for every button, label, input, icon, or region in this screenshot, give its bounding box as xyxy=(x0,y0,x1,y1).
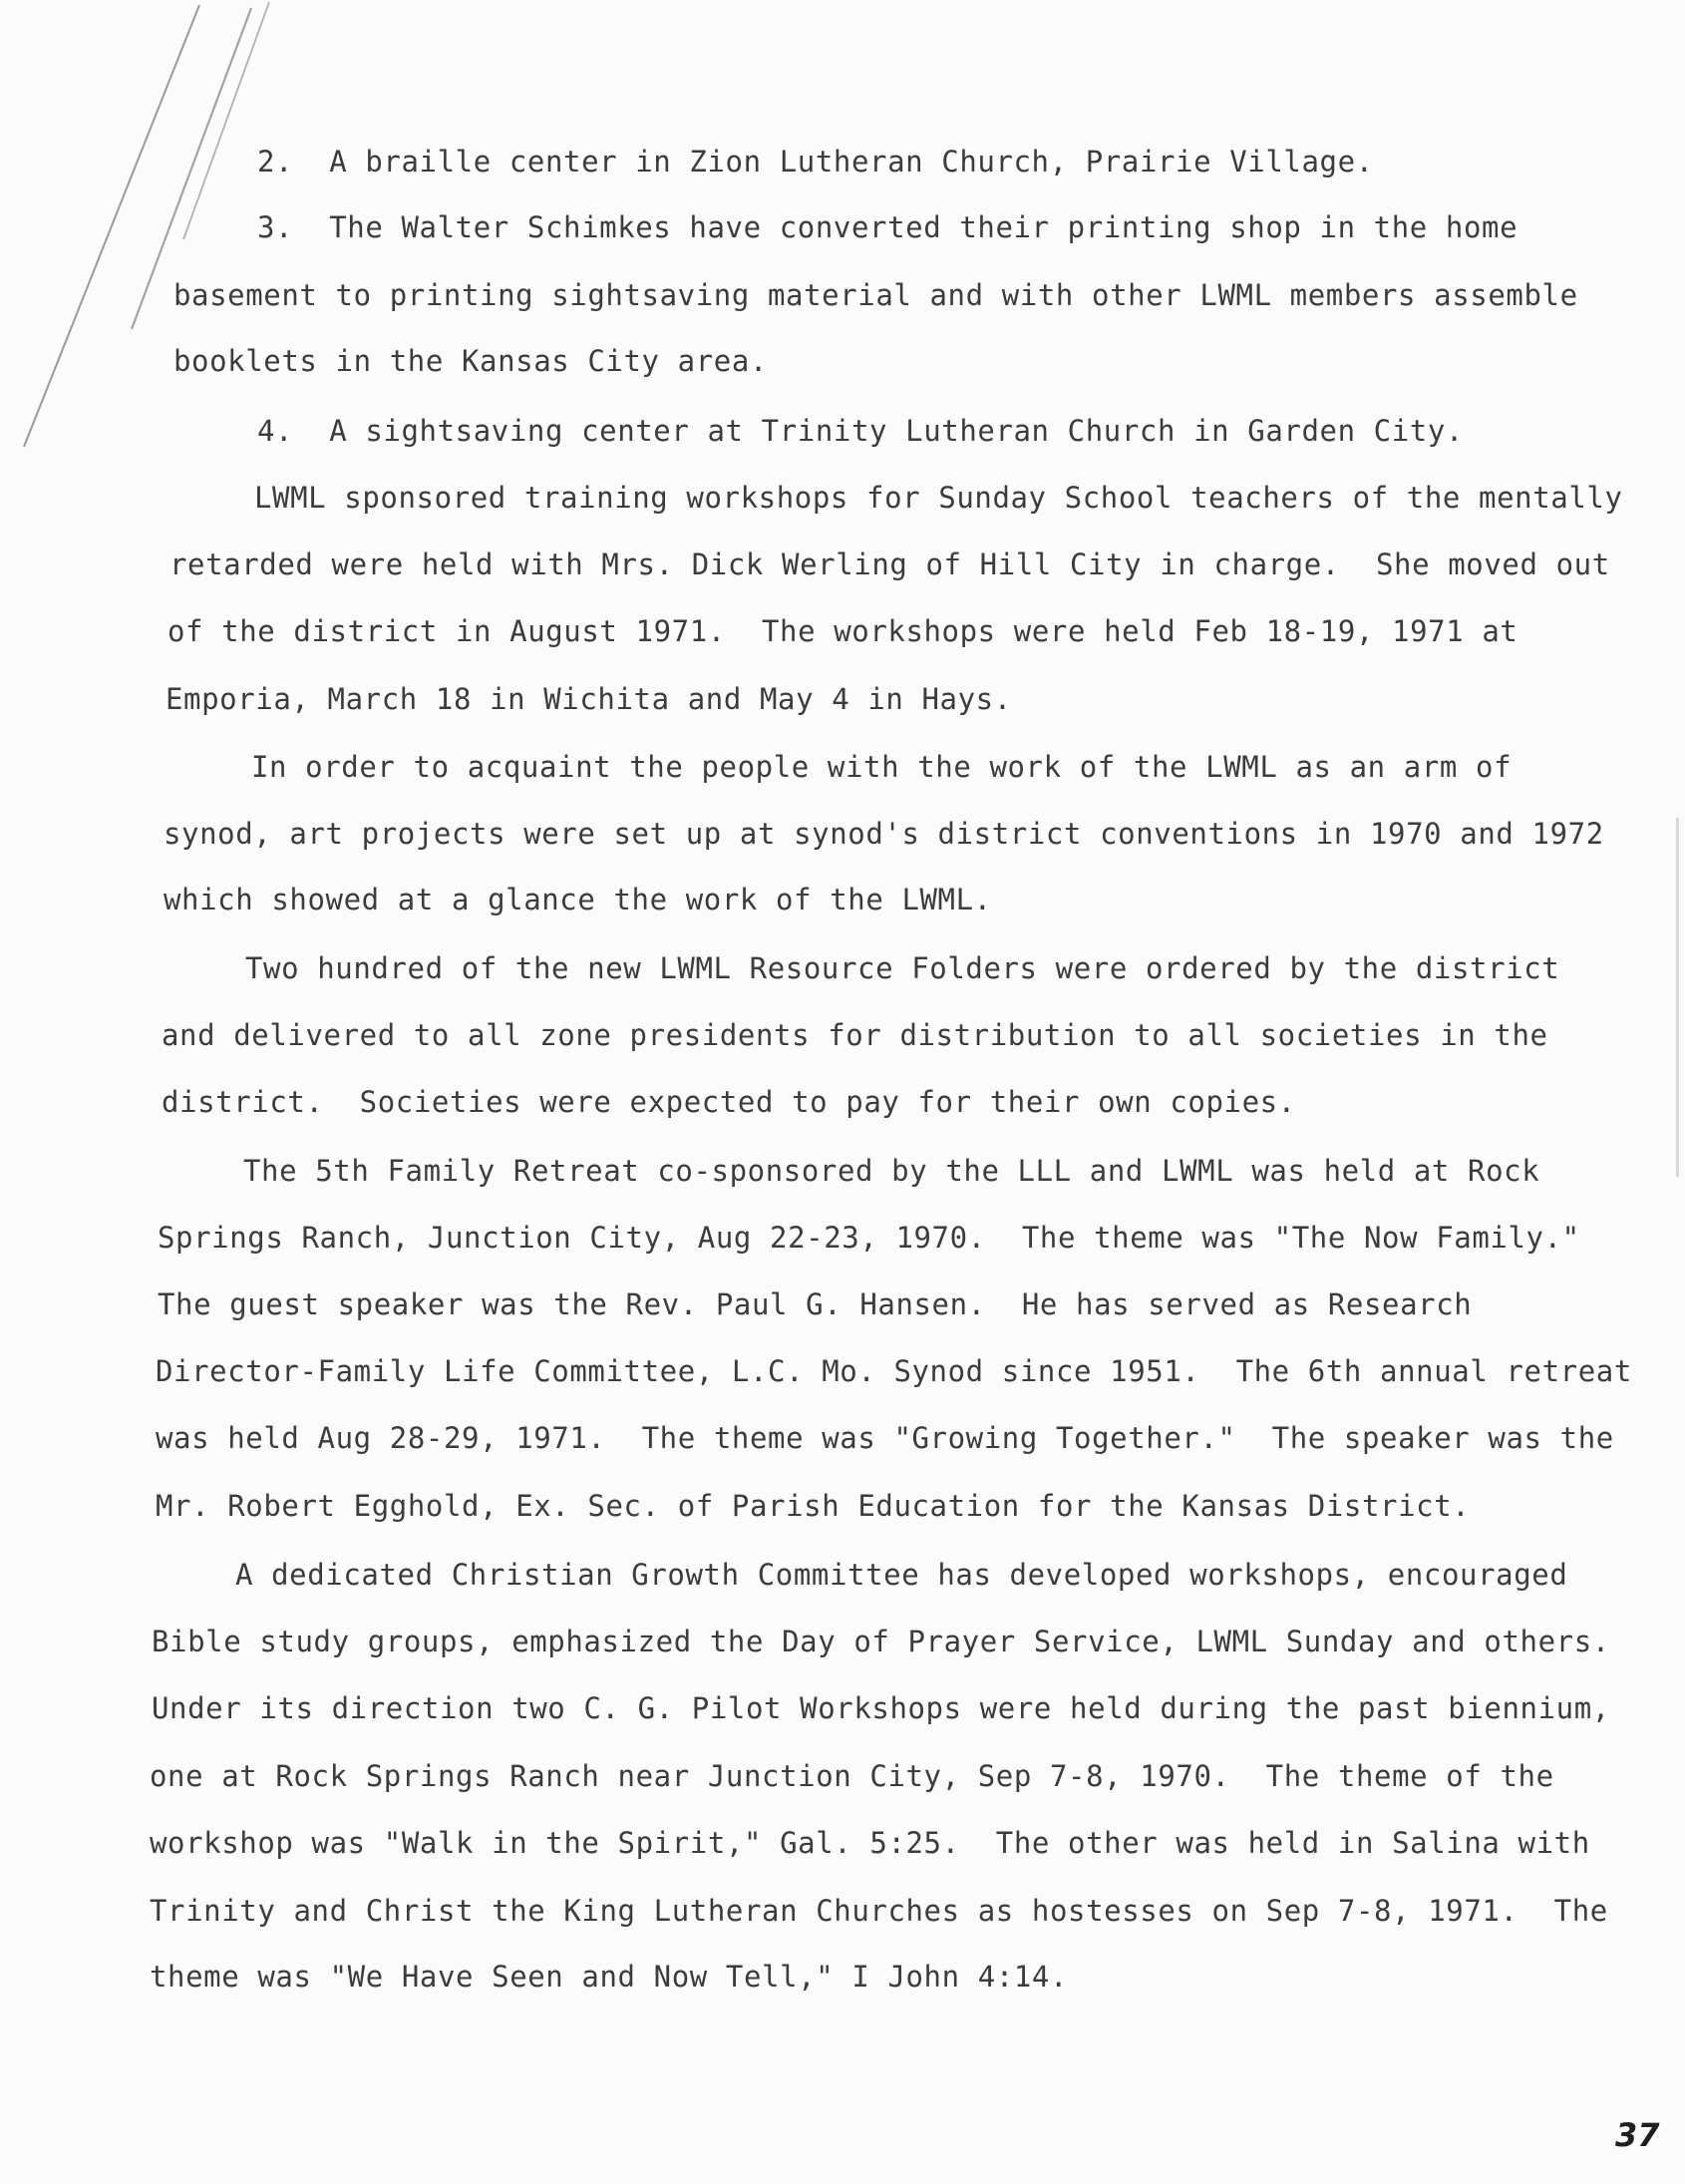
text-line: Springs Ranch, Junction City, Aug 22-23, 1970. The theme was "The Now Family." xyxy=(158,1221,1580,1255)
paper-crease-marks xyxy=(0,0,299,459)
text-line: synod, art projects were set up at synod's district conventions in 1970 and 1972 xyxy=(164,817,1604,851)
text-line: was held Aug 28-29, 1971. The theme was "Growing Together." The speaker was the xyxy=(156,1421,1614,1455)
text-line: Mr. Robert Egghold, Ex. Sec. of Parish Education for the Kansas District. xyxy=(156,1489,1471,1523)
text-line: retarded were held with Mrs. Dick Werling of Hill City in charge. She moved out xyxy=(169,547,1610,581)
text-line: A dedicated Christian Growth Committee has developed workshops, encouraged xyxy=(235,1558,1568,1592)
text-line: 4. A sightsaving center at Trinity Lutheran Church in Garden City. xyxy=(257,414,1464,448)
text-line: Two hundred of the new LWML Resource Folders were ordered by the district xyxy=(245,951,1560,985)
text-line: Trinity and Christ the King Lutheran Churches as hostesses on Sep 7-8, 1971. The xyxy=(150,1894,1608,1928)
text-line: of the district in August 1971. The workshops were held Feb 18-19, 1971 at xyxy=(168,614,1518,648)
text-line: LWML sponsored training workshops for Sunday School teachers of the mentally xyxy=(254,481,1623,515)
text-line: Director-Family Life Committee, L.C. Mo. Synod since 1951. The 6th annual retreat xyxy=(156,1354,1632,1388)
text-line: booklets in the Kansas City area. xyxy=(173,344,768,378)
text-line: Under its direction two C. G. Pilot Workshops were held during the past biennium, xyxy=(152,1691,1610,1725)
text-line: 2. A braille center in Zion Lutheran Church, Prairie Village. xyxy=(257,145,1374,179)
text-line: and delivered to all zone presidents for distribution to all societies in the xyxy=(162,1018,1548,1052)
text-line: workshop was "Walk in the Spirit," Gal. 5:25. The other was held in Salina with xyxy=(150,1826,1590,1860)
text-line: which showed at a glance the work of the LWML. xyxy=(164,883,992,916)
text-line: basement to printing sightsaving material and with other LWML members assemble xyxy=(173,278,1578,312)
paper-edge-shadow xyxy=(1676,818,1679,1177)
text-line: district. Societies were expected to pay for their own copies. xyxy=(162,1085,1296,1119)
text-line: In order to acquaint the people with the work of the LWML as an arm of xyxy=(251,750,1513,784)
text-line: theme was "We Have Seen and Now Tell," I John 4:14. xyxy=(150,1960,1069,1994)
text-line: The 5th Family Retreat co-sponsored by the LLL and LWML was held at Rock xyxy=(243,1154,1540,1188)
text-line: 3. The Walter Schimkes have converted their printing shop in the home xyxy=(257,210,1518,244)
text-line: The guest speaker was the Rev. Paul G. Hansen. He has served as Research xyxy=(158,1287,1473,1321)
text-line: Emporia, March 18 in Wichita and May 4 in Hays. xyxy=(166,682,1012,716)
text-line: one at Rock Springs Ranch near Junction City, Sep 7-8, 1970. The theme of the xyxy=(150,1759,1554,1793)
page-number: 37 xyxy=(1615,2116,1660,2154)
text-line: Bible study groups, emphasized the Day of Prayer Service, LWML Sunday and others. xyxy=(152,1625,1610,1658)
